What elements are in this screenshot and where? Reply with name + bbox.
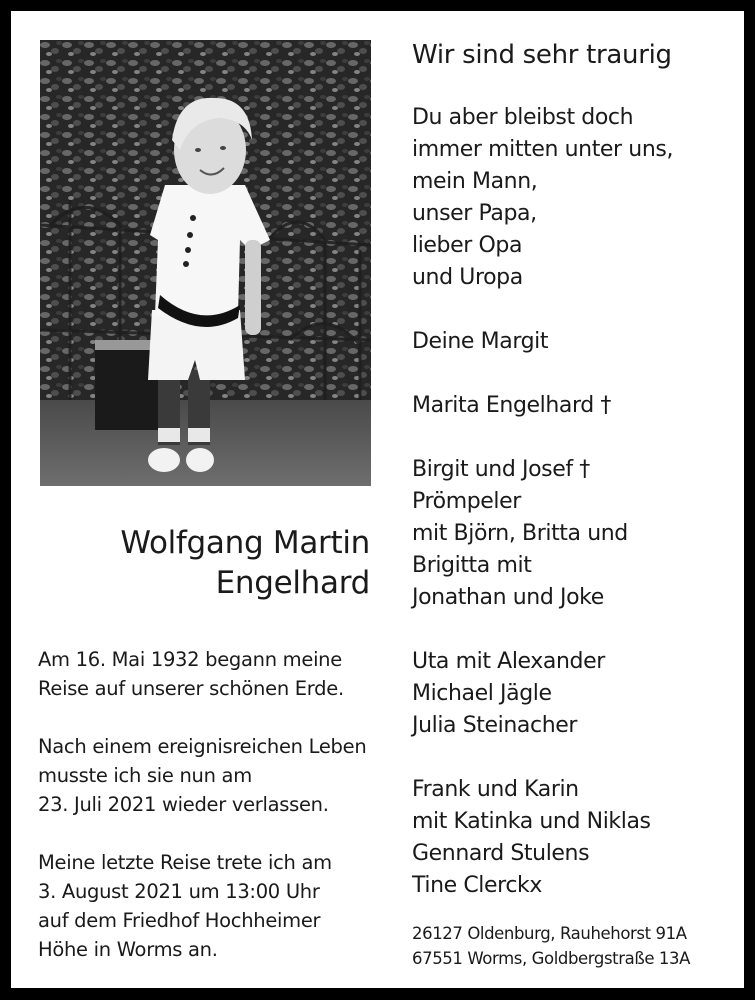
mourners-column	[412, 37, 742, 902]
signer-line: Gennard Stulens	[412, 841, 590, 866]
text-line: Höhe in Worms an.	[38, 938, 218, 961]
text-line: Meine letzte Reise trete ich am	[38, 851, 332, 874]
signer-group-wife	[412, 326, 742, 358]
address-block	[412, 921, 742, 971]
verse-line: unser Papa,	[412, 201, 537, 226]
address-line-oldenburg: 26127 Oldenburg, Rauhehorst 91A	[412, 924, 687, 943]
mourning-heading: Wir sind sehr traurig	[412, 40, 672, 70]
deceased-name-line-2: Engelhard	[215, 565, 370, 601]
signer-group-uta	[412, 646, 742, 742]
text-line: Nach einem ereignisreichen Leben	[38, 735, 367, 758]
text-line: auf dem Friedhof Hochheimer	[38, 909, 321, 932]
verse-line: und Uropa	[412, 265, 523, 290]
signer-line: mit Björn, Britta und	[412, 521, 628, 546]
signer-group-marita	[412, 390, 742, 422]
portrait-photo	[40, 40, 371, 486]
signer-line: Tine Clerckx	[412, 873, 542, 898]
signer-line: Deine Margit	[412, 329, 549, 354]
photo-illustration	[40, 40, 371, 486]
text-line: musste ich sie nun am	[38, 764, 252, 787]
signer-group-birgit	[412, 454, 742, 614]
life-text	[38, 645, 383, 993]
signers	[412, 326, 742, 902]
text-line: Reise auf unserer schönen Erde.	[38, 677, 344, 700]
verse-line: mein Mann,	[412, 169, 538, 194]
life-paragraph-death	[38, 732, 383, 819]
signer-line: Birgit und Josef †	[412, 457, 590, 482]
text-line: 3. August 2021 um 13:00 Uhr	[38, 880, 320, 903]
signer-line: mit Katinka und Niklas	[412, 809, 651, 834]
address-line-worms: 67551 Worms, Goldbergstraße 13A	[412, 949, 690, 968]
verse-line: Du aber bleibst doch	[412, 105, 634, 130]
deceased-name	[40, 523, 370, 603]
life-paragraph-birth	[38, 645, 383, 703]
verse-line: immer mitten unter uns,	[412, 137, 674, 162]
life-paragraph-funeral	[38, 848, 383, 964]
signer-line: Julia Steinacher	[412, 713, 578, 738]
signer-line: Frank und Karin	[412, 777, 579, 802]
text-line: 23. Juli 2021 wieder verlassen.	[38, 793, 329, 816]
signer-line: Jonathan und Joke	[412, 585, 604, 610]
text-line: Am 16. Mai 1932 begann meine	[38, 648, 342, 671]
signer-group-frank	[412, 774, 742, 902]
obituary-card	[11, 11, 744, 988]
signer-line: Prömpeler	[412, 489, 521, 514]
deceased-name-line-1: Wolfgang Martin	[120, 525, 370, 561]
signer-line: Marita Engelhard †	[412, 393, 612, 418]
verse	[412, 102, 742, 294]
signer-line: Brigitta mit	[412, 553, 532, 578]
signer-line: Uta mit Alexander	[412, 649, 605, 674]
signer-line: Michael Jägle	[412, 681, 552, 706]
verse-line: lieber Opa	[412, 233, 523, 258]
